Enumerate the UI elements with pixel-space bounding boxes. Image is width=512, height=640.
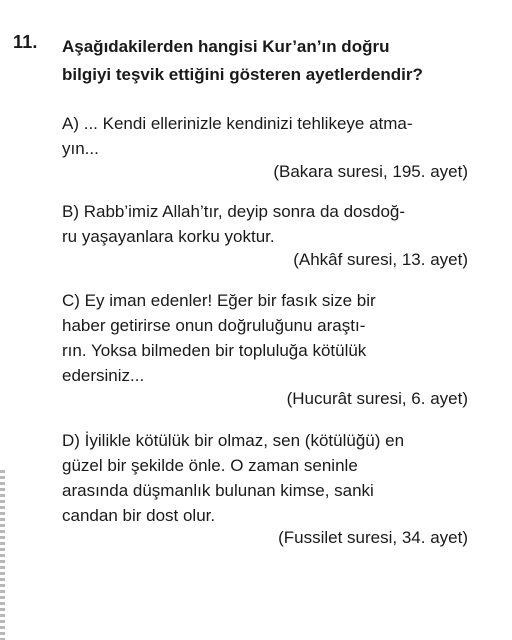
question-line: Aşağıdakilerden hangisi Kur’an’ın doğru — [62, 37, 390, 56]
option-b[interactable] — [62, 199, 482, 249]
option-d[interactable] — [62, 428, 482, 528]
option-d-line: D) İyilikle kötülük bir olmaz, sen (kötülüğü) en — [62, 431, 405, 450]
question-number: 11. — [13, 32, 38, 52]
option-a-reference: (Bakara suresi, 195. ayet) — [273, 162, 468, 181]
option-b-reference: (Ahkâf suresi, 13. ayet) — [293, 250, 468, 269]
option-c-line: C) Ey iman edenler! Eğer bir fasık size bir — [62, 291, 376, 310]
option-d-line: arasında düşmanlık bulunan kimse, sanki — [62, 481, 374, 500]
option-c-reference: (Hucurât suresi, 6. ayet) — [286, 389, 468, 408]
option-c[interactable] — [62, 288, 482, 388]
question-line: bilgiyi teşvik ettiğini gösteren ayetlerdendir? — [62, 65, 423, 84]
option-d-line: güzel bir şekilde önle. O zaman seninle — [62, 456, 358, 475]
option-b-line: B) Rabb’imiz Allah’tır, deyip sonra da dosdoğ- — [62, 202, 406, 221]
option-d-line: candan bir dost olur. — [62, 506, 216, 525]
option-a-line: A) ... Kendi ellerinizle kendinizi tehlikeye atma- — [62, 114, 413, 133]
option-b-line: ru yaşayanlara korku yoktur. — [62, 227, 275, 246]
option-d-reference: (Fussilet suresi, 34. ayet) — [278, 528, 468, 547]
question-text — [62, 33, 492, 89]
option-c-line: haber getirirse onun doğruluğunu araştı- — [62, 316, 366, 335]
page-edge-decoration — [0, 470, 5, 640]
option-a-line: yın... — [62, 139, 99, 158]
option-a[interactable] — [62, 111, 482, 161]
option-c-line: rın. Yoksa bilmeden bir topluluğa kötülük — [62, 341, 367, 360]
option-c-line: edersiniz... — [62, 366, 145, 385]
